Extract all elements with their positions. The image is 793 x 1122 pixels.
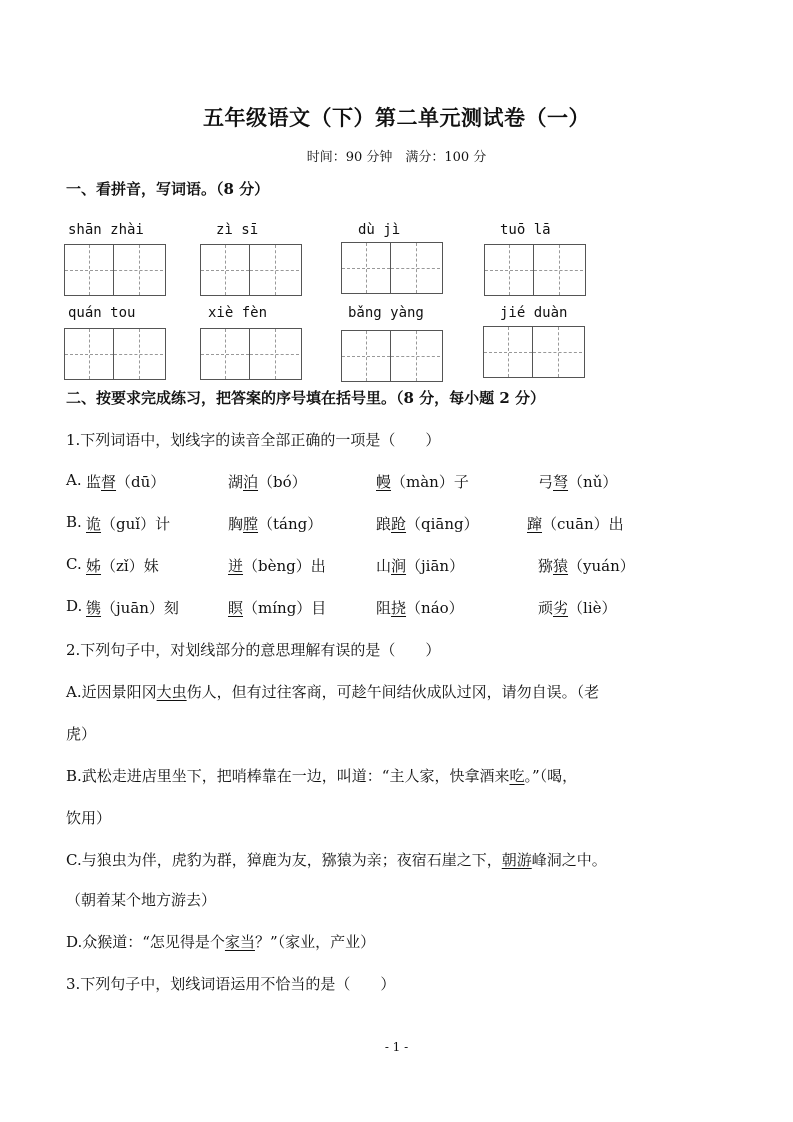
q2-option-c-cont: （朝着某个地方游去） — [66, 891, 217, 909]
page-number: - 1 - — [384, 1040, 409, 1054]
option-label: C. — [66, 555, 82, 573]
option-cell: 弓弩（nǔ） — [538, 473, 618, 491]
q2-option-b-cont: 饮用） — [66, 809, 112, 827]
pinyin-3: dù jì — [358, 222, 401, 238]
option-cell: 山涧（jiān） — [376, 557, 465, 575]
q2-option-a-cont: 虎） — [66, 725, 97, 743]
option-cell: 蹿（cuān）出 — [527, 515, 624, 533]
option-cell: 镌（juān）刻 — [86, 599, 179, 617]
option-cell: 踉跄（qiāng） — [376, 515, 479, 533]
option-cell: 瞑（míng）目 — [228, 599, 327, 617]
pinyin-5: quán tou — [68, 305, 136, 321]
question-3-stem: 3.下列句子中，划线词语运用不恰当的是（ ） — [66, 975, 396, 993]
write-box-2[interactable] — [200, 244, 302, 296]
write-box-1[interactable] — [64, 244, 166, 296]
q2-option-d: D.众猴道：“怎见得是个家当？”（家业，产业） — [66, 933, 376, 951]
write-box-4[interactable] — [484, 244, 586, 296]
section-2-heading: 二、按要求完成练习，把答案的序号填在括号里。（8 分，每小题 2 分） — [66, 389, 546, 407]
option-cell: 姊（zǐ）妹 — [86, 557, 159, 575]
option-cell: 顽劣（liè） — [538, 599, 617, 617]
write-box-3[interactable] — [341, 242, 443, 294]
page-title: 五年级语文（下）第二单元测试卷（一） — [203, 105, 590, 130]
pinyin-6: xiè fèn — [208, 305, 268, 321]
option-cell: 诡（guǐ）计 — [86, 515, 171, 533]
option-cell: 胸膛（táng） — [228, 515, 323, 533]
option-label: D. — [66, 597, 83, 615]
write-box-6[interactable] — [200, 328, 302, 380]
question-2-stem: 2.下列句子中，对划线部分的意思理解有误的是（ ） — [66, 641, 441, 659]
option-cell: 湖泊（bó） — [228, 473, 307, 491]
write-box-8[interactable] — [483, 326, 585, 378]
q2-option-a: A.近因景阳冈大虫伤人，但有过往客商，可趁午间结伙成队过冈，请勿自误。（老 — [66, 683, 600, 701]
write-box-7[interactable] — [341, 330, 443, 382]
q2-option-c: C.与狼虫为伴，虎豹为群，獐鹿为友，猕猿为亲；夜宿石崖之下，朝游峰洞之中。 — [66, 851, 607, 869]
pinyin-8: jié duàn — [500, 305, 568, 321]
option-cell: 阻挠（náo） — [376, 599, 464, 617]
exam-meta: 时间：90 分钟 满分：100 分 — [306, 150, 487, 165]
pinyin-7: bǎng yàng — [348, 305, 424, 321]
section-1-heading: 一、看拼音，写词语。（8 分） — [66, 180, 270, 198]
write-box-5[interactable] — [64, 328, 166, 380]
option-cell: 迸（bèng）出 — [228, 557, 326, 575]
option-cell: 猕猿（yuán） — [538, 557, 635, 575]
option-cell: 监督（dū） — [86, 473, 166, 491]
pinyin-1: shān zhài — [68, 222, 144, 238]
option-label: B. — [66, 513, 82, 531]
q2-option-b: B.武松走进店里坐下，把哨棒靠在一边，叫道：“主人家，快拿酒来吃。”（喝， — [66, 767, 578, 785]
pinyin-2: zì sī — [216, 222, 259, 238]
question-1-stem: 1.下列词语中，划线字的读音全部正确的一项是（ ） — [66, 431, 441, 449]
option-label: A. — [66, 471, 82, 489]
pinyin-4: tuō lā — [500, 222, 551, 238]
option-cell: 幔（màn）子 — [376, 473, 469, 491]
